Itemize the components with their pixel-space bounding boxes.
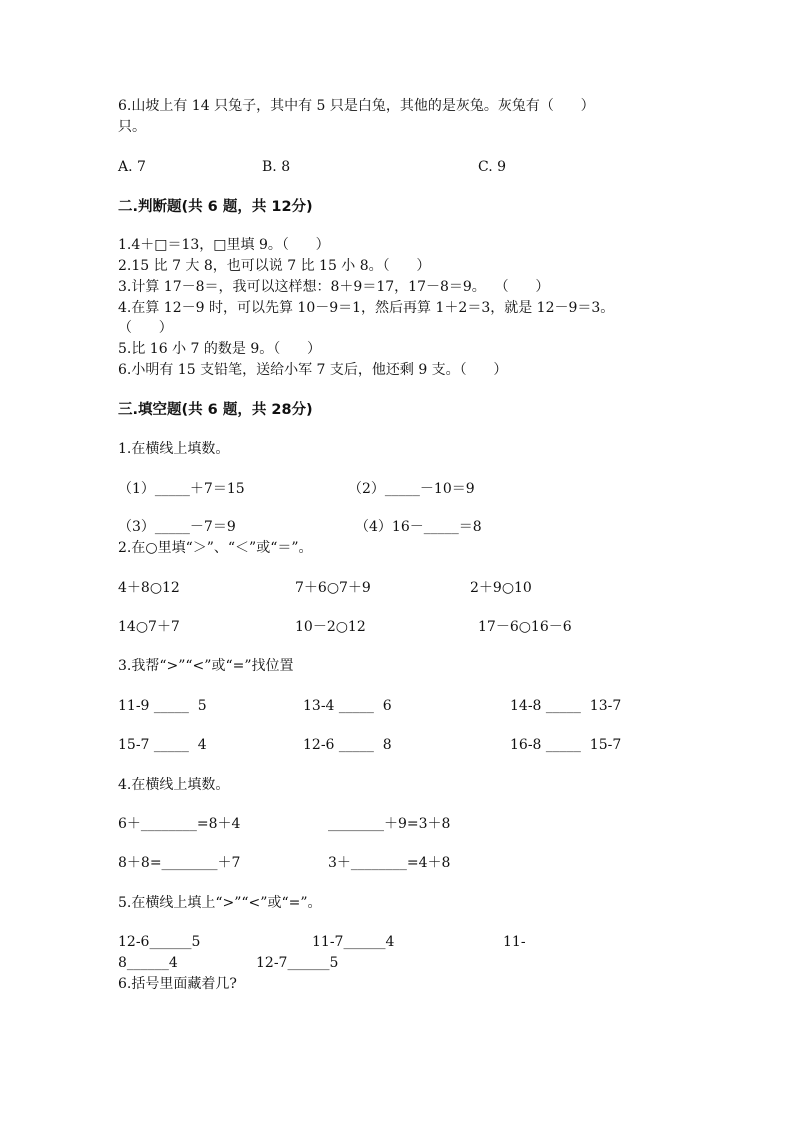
q6-option-c: C. 9 xyxy=(478,159,507,175)
fill-q5-item-a: 12-6______5 xyxy=(118,934,201,950)
judgment-q4-line1: 4.在算 12－9 时，可以先算 10－9＝1，然后再算 1＋2＝3，就是 12－9＝3。 xyxy=(118,300,615,316)
fill-q2-item-e: 10－2○12 xyxy=(295,619,366,635)
judgment-q3: 3.计算 17－8＝，我可以这样想：8＋9＝17，17－8＝9。 （ ） xyxy=(118,279,550,295)
fill-q3-item-c: 14-8 _____ 13-7 xyxy=(510,698,622,714)
fill-q5-title: 5.在横线上填上“>”“<”或“=”。 xyxy=(118,895,322,911)
judgment-q2: 2.15 比 7 大 8，也可以说 7 比 15 小 8。（ ） xyxy=(118,258,431,274)
section-2-heading: 二.判断题(共 6 题，共 12分) xyxy=(118,199,313,215)
fill-q3-item-b: 13-4 _____ 6 xyxy=(303,698,392,714)
fill-q4-title: 4.在横线上填数。 xyxy=(118,777,230,793)
fill-q4-item-d: 3＋________=4＋8 xyxy=(328,855,451,871)
fill-q1-part4: （4）16－_____＝8 xyxy=(355,519,482,535)
fill-q3-item-e: 12-6 _____ 8 xyxy=(303,737,392,753)
fill-q2-title: 2.在○里填“＞”、“＜”或“＝”。 xyxy=(118,540,313,556)
section-3-heading: 三.填空题(共 6 题，共 28分) xyxy=(118,402,313,418)
fill-q5-item-c-end: 8______4 xyxy=(118,955,178,971)
fill-q4-item-a: 6＋________=8＋4 xyxy=(118,816,241,832)
fill-q5-item-c-start: 11- xyxy=(503,934,526,950)
fill-q2-item-d: 14○7＋7 xyxy=(118,619,180,635)
fill-q2-item-b: 7＋6○7＋9 xyxy=(295,580,371,596)
fill-q2-item-f: 17－6○16－6 xyxy=(478,619,572,635)
fill-q1-part2: （2）_____－10＝9 xyxy=(348,481,475,497)
fill-q2-item-c: 2＋9○10 xyxy=(470,580,532,596)
judgment-q6: 6.小明有 15 支铅笔，送给小军 7 支后，他还剩 9 支。（ ） xyxy=(118,362,508,378)
judgment-q5: 5.比 16 小 7 的数是 9。（ ） xyxy=(118,341,321,357)
q6-stem-line1: 6.山坡上有 14 只兔子，其中有 5 只是白兔，其他的是灰兔。灰兔有（ ） xyxy=(118,98,595,114)
fill-q3-item-f: 16-8 _____ 15-7 xyxy=(510,737,622,753)
fill-q5-item-b: 11-7______4 xyxy=(312,934,395,950)
fill-q2-item-a: 4＋8○12 xyxy=(118,580,180,596)
fill-q6-title: 6.括号里面藏着几? xyxy=(118,976,237,992)
fill-q4-item-b: ________＋9=3＋8 xyxy=(328,816,451,832)
q6-option-a: A. 7 xyxy=(118,159,146,175)
judgment-q4-line2: （ ） xyxy=(118,320,173,336)
fill-q1-part1: （1）_____＋7＝15 xyxy=(118,481,245,497)
q6-option-b: B. 8 xyxy=(262,159,291,175)
judgment-q1: 1.4＋□＝13，□里填 9。（ ） xyxy=(118,237,330,253)
fill-q5-item-e: 12-7______5 xyxy=(256,955,339,971)
fill-q1-part3: （3）_____－7＝9 xyxy=(118,519,236,535)
q6-stem-line2: 只。 xyxy=(118,119,146,135)
fill-q3-item-d: 15-7 _____ 4 xyxy=(118,737,207,753)
fill-q3-title: 3.我帮“>”“<”或“=”找位置 xyxy=(118,658,294,674)
fill-q3-item-a: 11-9 _____ 5 xyxy=(118,698,207,714)
fill-q1-title: 1.在横线上填数。 xyxy=(118,441,230,457)
fill-q4-item-c: 8＋8=________＋7 xyxy=(118,855,241,871)
